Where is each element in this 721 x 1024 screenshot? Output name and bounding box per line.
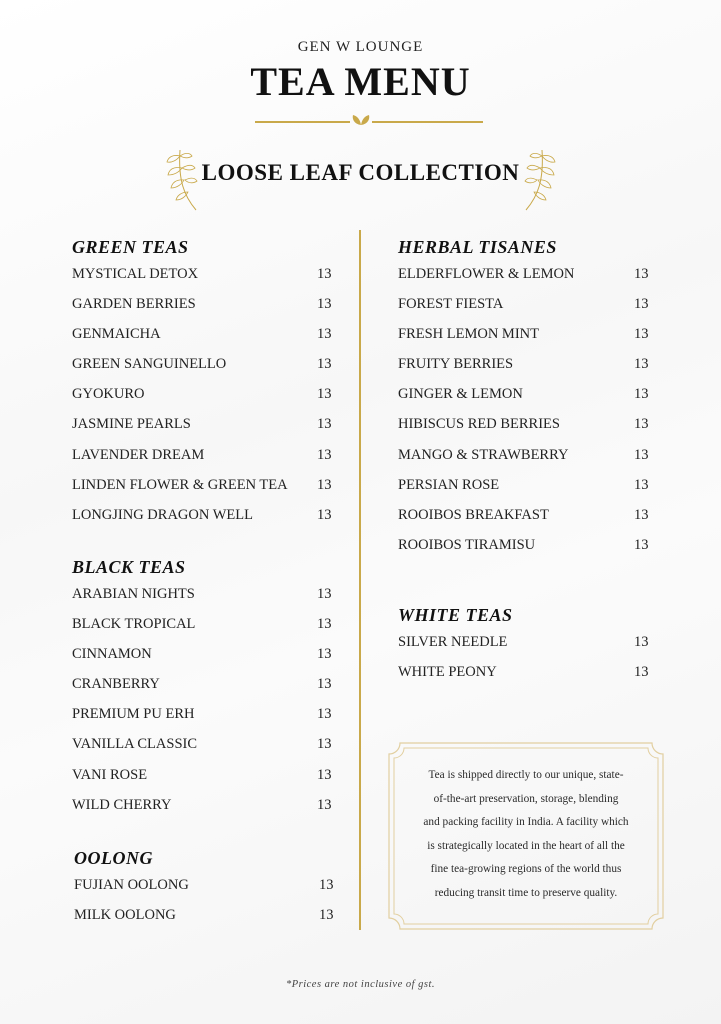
item-price: 13 [634, 664, 649, 681]
item-price: 13 [317, 616, 332, 633]
section-white-teas [398, 603, 663, 687]
item-price: 13 [317, 506, 332, 523]
menu-item [72, 500, 347, 530]
item-name: WILD CHERRY [72, 796, 172, 813]
item-price: 13 [319, 877, 334, 893]
item-price: 13 [634, 506, 649, 523]
menu-item [398, 657, 663, 687]
venue-name: GEN W LOUNGE [297, 39, 424, 55]
item-name: VANILLA CLASSIC [72, 736, 198, 753]
item-name: GARDEN BERRIES [72, 296, 196, 313]
page-title: TEA MENU [250, 59, 471, 104]
item-price: 13 [317, 646, 332, 663]
item-name: GENMAICHA [72, 326, 161, 343]
item-name: MYSTICAL DETOX [72, 266, 199, 282]
item-name: ROOIBOS BREAKFAST [398, 506, 549, 523]
menu-item [74, 900, 349, 930]
item-price: 13 [634, 266, 649, 282]
item-name: LONGJING DRAGON WELL [72, 506, 253, 523]
item-name: MANGO & STRAWBERRY [398, 446, 569, 463]
item-name: GINGER & LEMON [398, 386, 523, 403]
menu-item [72, 319, 347, 349]
menu-item [72, 289, 347, 319]
item-price: 13 [634, 446, 649, 463]
item-price: 13 [317, 386, 332, 403]
item-price: 13 [317, 476, 332, 493]
item-name: LINDEN FLOWER & GREEN TEA [72, 476, 288, 493]
section-title: GREEN TEAS [72, 237, 189, 257]
note-line: and packing facility in India. A facility which [423, 816, 629, 828]
menu-item [72, 639, 347, 669]
section-black-teas [72, 555, 347, 820]
menu-item [398, 289, 663, 319]
menu-item [398, 319, 663, 349]
item-name: WHITE PEONY [398, 664, 497, 681]
section-title: BLACK TEAS [72, 557, 186, 577]
item-price: 13 [317, 356, 332, 373]
note-line: is strategically located in the heart of all the [427, 839, 625, 852]
leaf-icon [350, 112, 372, 128]
item-name: FRESH LEMON MINT [398, 326, 539, 343]
menu-item [72, 379, 347, 409]
item-price: 13 [634, 634, 649, 650]
item-price: 13 [317, 766, 332, 783]
menu-item [72, 760, 347, 790]
section-title: OOLONG [74, 848, 153, 868]
item-price: 13 [317, 296, 332, 313]
item-price: 13 [634, 326, 649, 343]
section-title: HERBAL TISANES [398, 237, 557, 257]
item-price: 13 [317, 586, 332, 602]
item-name: BLACK TROPICAL [72, 616, 196, 633]
menu-item [72, 349, 347, 379]
item-name: MILK OOLONG [74, 907, 176, 924]
item-price: 13 [317, 326, 332, 343]
menu-item [398, 470, 663, 500]
menu-item [72, 790, 347, 820]
menu-item [398, 440, 663, 470]
item-price: 13 [317, 736, 332, 753]
menu-item [72, 609, 347, 639]
section-herbal-tisanes [398, 235, 663, 560]
item-name: PREMIUM PU ERH [72, 706, 195, 723]
menu-item [398, 349, 663, 379]
menu-item [398, 409, 663, 439]
item-name: JASMINE PEARLS [72, 416, 191, 433]
menu-item [72, 470, 347, 500]
menu-item [398, 500, 663, 530]
item-price: 13 [634, 296, 649, 313]
section-green-teas [72, 235, 347, 530]
item-name: CRANBERRY [72, 676, 160, 693]
menu-item [398, 379, 663, 409]
item-price: 13 [317, 706, 332, 723]
item-price: 13 [634, 536, 649, 553]
menu-item [72, 669, 347, 699]
item-name: ARABIAN NIGHTS [72, 586, 195, 602]
item-price: 13 [317, 796, 332, 813]
item-name: VANI ROSE [72, 766, 148, 783]
item-name: FRUITY BERRIES [398, 356, 514, 373]
item-name: SILVER NEEDLE [398, 634, 508, 650]
note-line: reducing transit time to preserve quality. [434, 886, 618, 899]
item-name: GREEN SANGUINELLO [72, 356, 227, 373]
note-line: of-the-art preservation, storage, blending [433, 792, 619, 805]
item-price: 13 [317, 266, 332, 282]
menu-item [72, 729, 347, 759]
menu-item [72, 579, 347, 609]
menu-item [398, 530, 663, 560]
item-name: LAVENDER DREAM [72, 446, 205, 463]
item-price: 13 [317, 676, 332, 693]
item-price: 13 [634, 476, 649, 493]
item-name: PERSIAN ROSE [398, 476, 500, 493]
item-name: ELDERFLOWER & LEMON [398, 266, 575, 282]
collection-title: LOOSE LEAF COLLECTION [201, 160, 520, 185]
section-title: WHITE TEAS [398, 605, 513, 625]
note-line: fine tea-growing regions of the world thus [430, 863, 622, 875]
section-oolong [74, 846, 349, 930]
menu-item [74, 870, 349, 900]
item-price: 13 [634, 356, 649, 373]
column-divider [359, 230, 361, 930]
price-footnote: *Prices are not inclusive of gst. [285, 979, 436, 990]
menu-item [72, 409, 347, 439]
item-price: 13 [317, 446, 332, 463]
item-name: FOREST FIESTA [398, 296, 504, 313]
item-name: GYOKURO [72, 386, 145, 403]
item-price: 13 [634, 416, 649, 433]
menu-item [72, 259, 347, 289]
item-price: 13 [319, 907, 334, 924]
note-text [402, 764, 650, 905]
menu-item [72, 440, 347, 470]
menu-item [398, 259, 663, 289]
sourcing-note [388, 742, 664, 930]
item-name: FUJIAN OOLONG [74, 877, 189, 893]
item-name: HIBISCUS RED BERRIES [398, 416, 560, 433]
item-price: 13 [317, 416, 332, 433]
menu-item [398, 627, 663, 657]
menu-item [72, 699, 347, 729]
item-name: CINNAMON [72, 646, 152, 663]
note-line: Tea is shipped directly to our unique, state- [428, 769, 624, 781]
item-name: ROOIBOS TIRAMISU [398, 536, 536, 553]
item-price: 13 [634, 386, 649, 403]
